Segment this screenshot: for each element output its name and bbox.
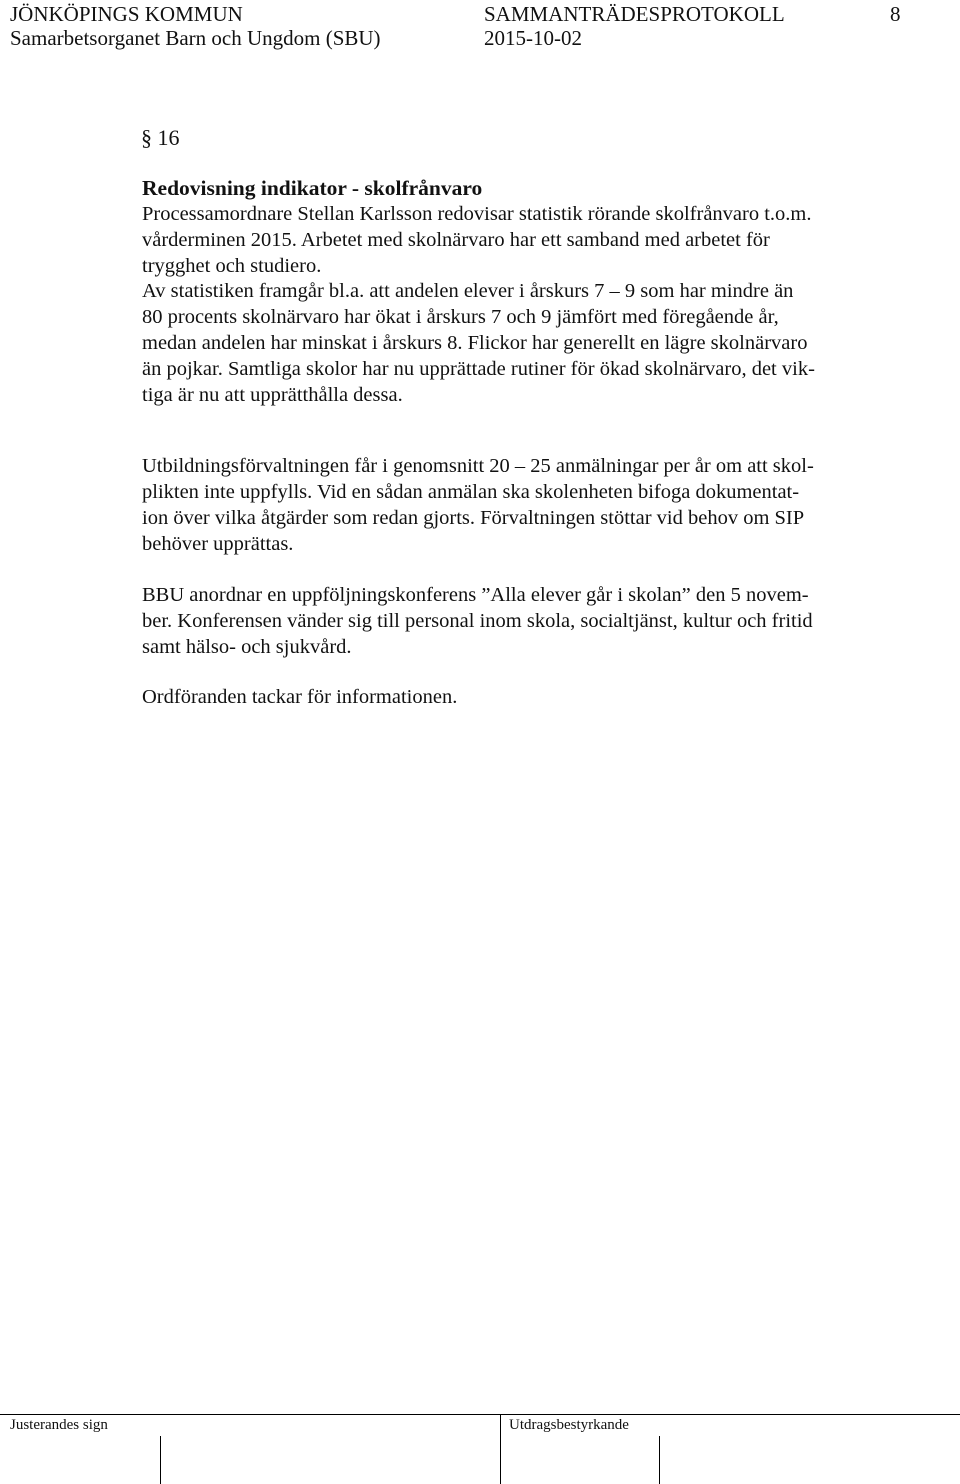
paragraph-line: samt hälso- och sjukvård. xyxy=(142,636,352,658)
paragraph-line: 80 procents skolnärvaro har ökat i årskurs 7 och 9 jämfört med föregående år, xyxy=(142,306,779,328)
paragraph-line: än pojkar. Samtliga skolor har nu upprättade rutiner för ökad skolnärvaro, det vik- xyxy=(142,358,815,380)
paragraph-line: trygghet och studiero. xyxy=(142,255,322,277)
section-number: § 16 xyxy=(141,125,180,150)
paragraph-line: Utbildningsförvaltningen får i genomsnitt 20 – 25 anmälningar per år om att skol- xyxy=(142,455,814,477)
paragraph-line: behöver upprättas. xyxy=(142,533,294,555)
footer-divider xyxy=(0,1414,960,1415)
section-title-block xyxy=(142,175,922,279)
paragraph-reports xyxy=(142,453,922,557)
organization-name: JÖNKÖPINGS KOMMUN xyxy=(10,2,243,26)
footer-center-divider xyxy=(500,1414,501,1484)
document-type: SAMMANTRÄDESPROTOKOLL xyxy=(484,2,785,26)
paragraph-statistics xyxy=(142,278,922,408)
department-name: Samarbetsorganet Barn och Ungdom (SBU) xyxy=(10,26,381,50)
paragraph-line: Processamordnare Stellan Karlsson redovisar statistik rörande skolfrånvaro t.o.m. xyxy=(142,203,812,225)
paragraph-line: ion över vilka åtgärder som redan gjorts. Förvaltningen stöttar vid behov om SIP xyxy=(142,507,805,529)
paragraph-line: vårderminen 2015. Arbetet med skolnärvaro har ett samband med arbetet för xyxy=(142,229,770,251)
paragraph-line: Ordföranden tackar för informationen. xyxy=(142,686,458,708)
paragraph-line: medan andelen har minskat i årskurs 8. Flickor har generellt en lägre skolnärvaro xyxy=(142,332,808,354)
paragraph-line: Av statistiken framgår bl.a. att andelen elever i årskurs 7 – 9 som har mindre än xyxy=(142,280,794,302)
footer-justerandes-sign-label: Justerandes sign xyxy=(10,1417,108,1433)
footer-signature-box-divider xyxy=(160,1436,161,1484)
paragraph-line: tiga är nu att upprätthålla dessa. xyxy=(142,384,403,406)
footer-utdragsbestyrkande-label: Utdragsbestyrkande xyxy=(509,1417,629,1433)
paragraph-line: plikten inte uppfylls. Vid en sådan anmälan ska skolenheten bifoga dokumentat- xyxy=(142,481,800,503)
paragraph-conference xyxy=(142,582,922,660)
section-title: Redovisning indikator - skolfrånvaro xyxy=(142,176,483,200)
document-date: 2015-10-02 xyxy=(484,26,582,50)
footer-certification-box-divider xyxy=(659,1436,660,1484)
paragraph-closing xyxy=(142,684,922,710)
paragraph-line: BBU anordnar en uppföljningskonferens ”Alla elever går i skolan” den 5 novem- xyxy=(142,584,809,606)
page-number: 8 xyxy=(890,2,901,26)
paragraph-line: ber. Konferensen vänder sig till personal inom skola, socialtjänst, kultur och fritid xyxy=(142,610,813,632)
